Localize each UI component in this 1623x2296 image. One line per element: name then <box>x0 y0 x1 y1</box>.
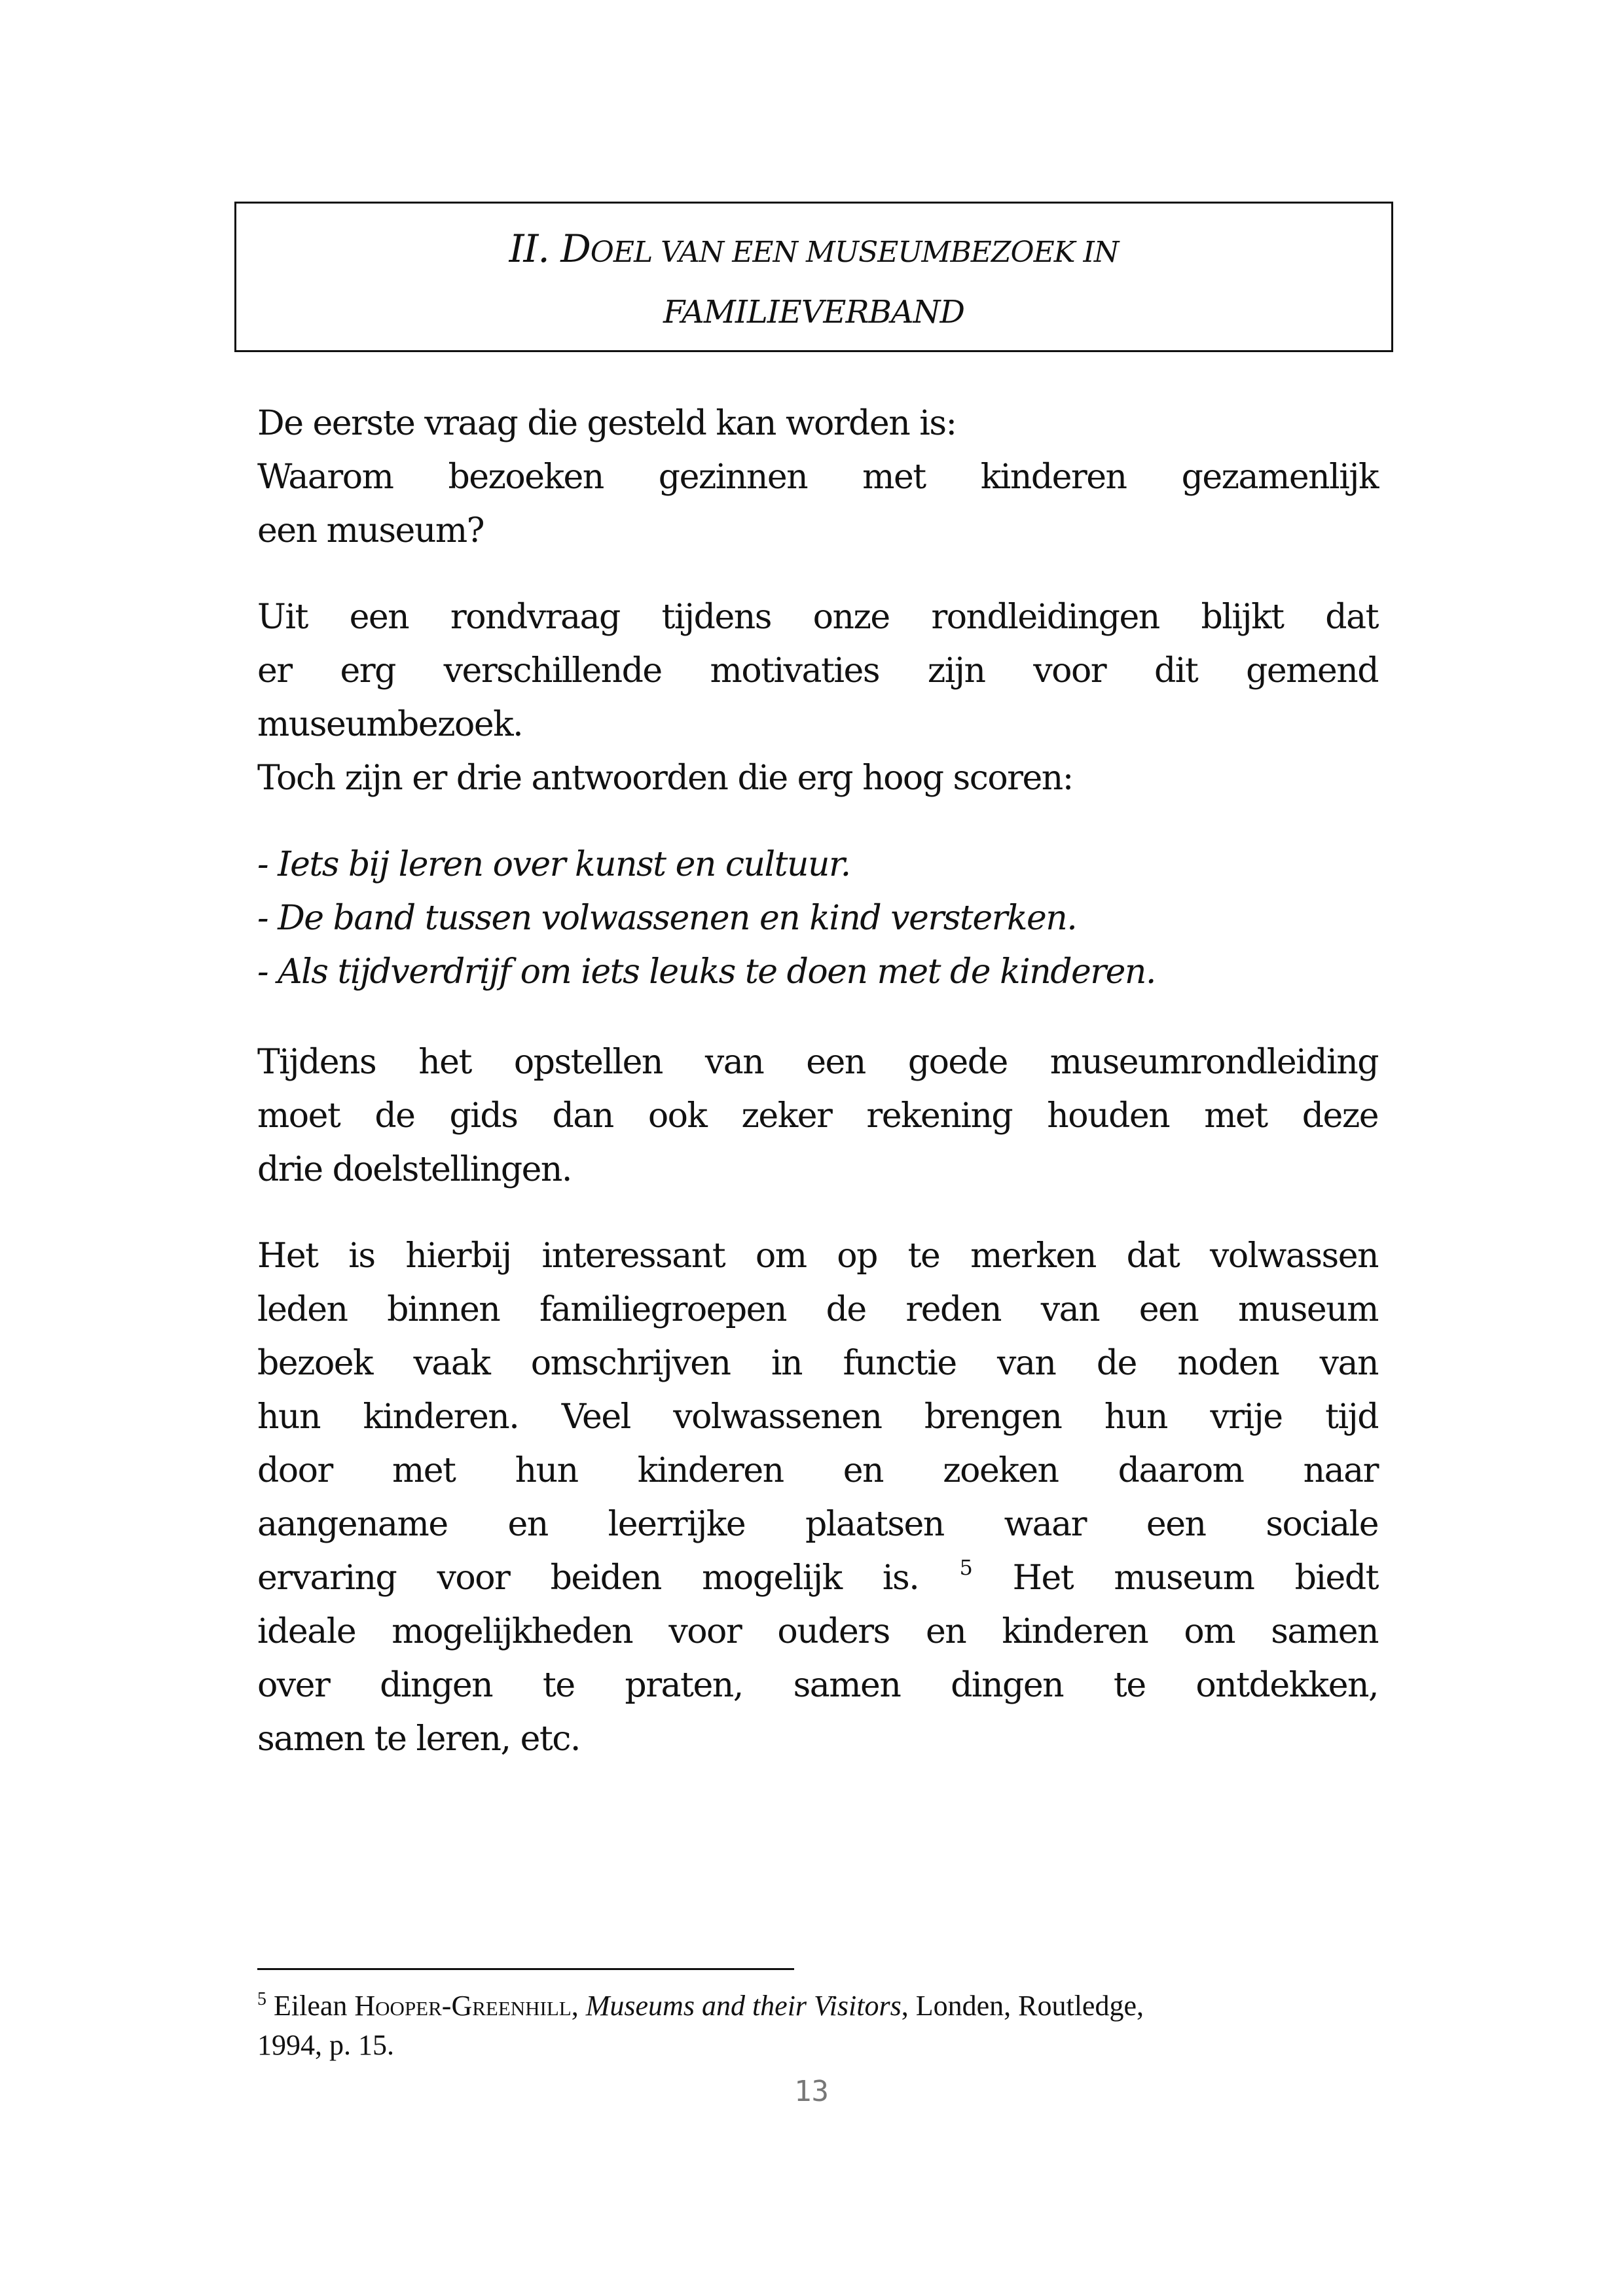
text-line: leden binnen familiegroepen de reden van een museum <box>257 1290 1378 1329</box>
text-line: Toch zijn er drie antwoorden die erg hoog scoren: <box>257 759 1073 798</box>
text-line: bezoek vaak omschrijven in functie van de noden van <box>257 1344 1378 1383</box>
text-line: drie doelstellingen. <box>257 1150 572 1189</box>
list-item: - De band tussen volwassenen en kind versterken. <box>257 899 1077 938</box>
text-line: Het is hierbij interessant om op te merken dat volwassen <box>257 1236 1378 1276</box>
text-line: een museum? <box>257 511 484 550</box>
text-line: Uit een rondvraag tijdens onze rondleidingen blijkt dat <box>257 598 1378 637</box>
text-line: door met hun kinderen en zoeken daarom naar <box>257 1451 1378 1490</box>
footnote-author-last: Hooper-Greenhill <box>354 1990 572 2022</box>
footnote-author-first: Eilean <box>274 1990 348 2022</box>
text-line-with-footnote <box>257 1551 1378 1605</box>
footnote-5 <box>257 1986 1357 2065</box>
footnote-number: 5 <box>257 1989 266 2009</box>
text-line: De eerste vraag die gesteld kan worden is: <box>257 404 957 443</box>
paragraph-3 <box>257 1035 1378 1196</box>
paragraph-2 <box>257 590 1378 805</box>
list-item: - Als tijdverdrijf om iets leuks te doen met de kinderen. <box>257 952 1156 992</box>
page-number: 13 <box>794 2075 829 2108</box>
chapter-heading-box <box>234 202 1393 352</box>
text-line: samen te leren, etc. <box>257 1719 580 1759</box>
text-line: Waarom bezoeken gezinnen met kinderen gezamenlijk <box>257 457 1378 497</box>
text-line: museumbezoek. <box>257 705 523 744</box>
text-line: over dingen te praten, samen dingen te ontdekken, <box>257 1666 1378 1705</box>
footnote-book-title: Museums and their Visitors <box>585 1990 902 2022</box>
footnote-publisher: , Londen, Routledge, <box>901 1990 1144 2022</box>
text-line: Tijdens het opstellen van een goede museumrondleiding <box>257 1043 1378 1082</box>
list-item: - Iets bij leren over kunst en cultuur. <box>257 845 850 884</box>
footnote-separator <box>257 1968 794 1970</box>
motivation-list <box>257 838 1378 999</box>
punctuation: , <box>571 1990 579 2022</box>
text-segment: Het museum biedt <box>1012 1558 1379 1598</box>
chapter-heading-line-2: FAMILIEVERBAND <box>663 294 965 331</box>
text-line: aangename en leerrijke plaatsen waar een sociale <box>257 1505 1378 1544</box>
heading-prefix: II. D <box>509 226 591 271</box>
footnote-reference[interactable]: 5 <box>959 1555 972 1580</box>
text-line: er erg verschillende motivaties zijn voor dit gemend <box>257 651 1378 691</box>
text-line: hun kinderen. Veel volwassenen brengen hun vrije tijd <box>257 1397 1378 1437</box>
text-segment: ervaring voor beiden mogelijk is. <box>257 1558 919 1598</box>
paragraph-1 <box>257 397 1378 558</box>
heading-rest: OEL VAN EEN MUSEUMBEZOEK IN <box>590 236 1119 269</box>
text-line: ideale mogelijkheden voor ouders en kinderen om samen <box>257 1612 1378 1651</box>
paragraph-4 <box>257 1229 1378 1766</box>
text-line: moet de gids dan ook zeker rekening houden met deze <box>257 1096 1378 1136</box>
footnote-year-page: 1994, p. 15. <box>257 2029 394 2061</box>
chapter-heading-line-1 <box>509 226 1119 271</box>
